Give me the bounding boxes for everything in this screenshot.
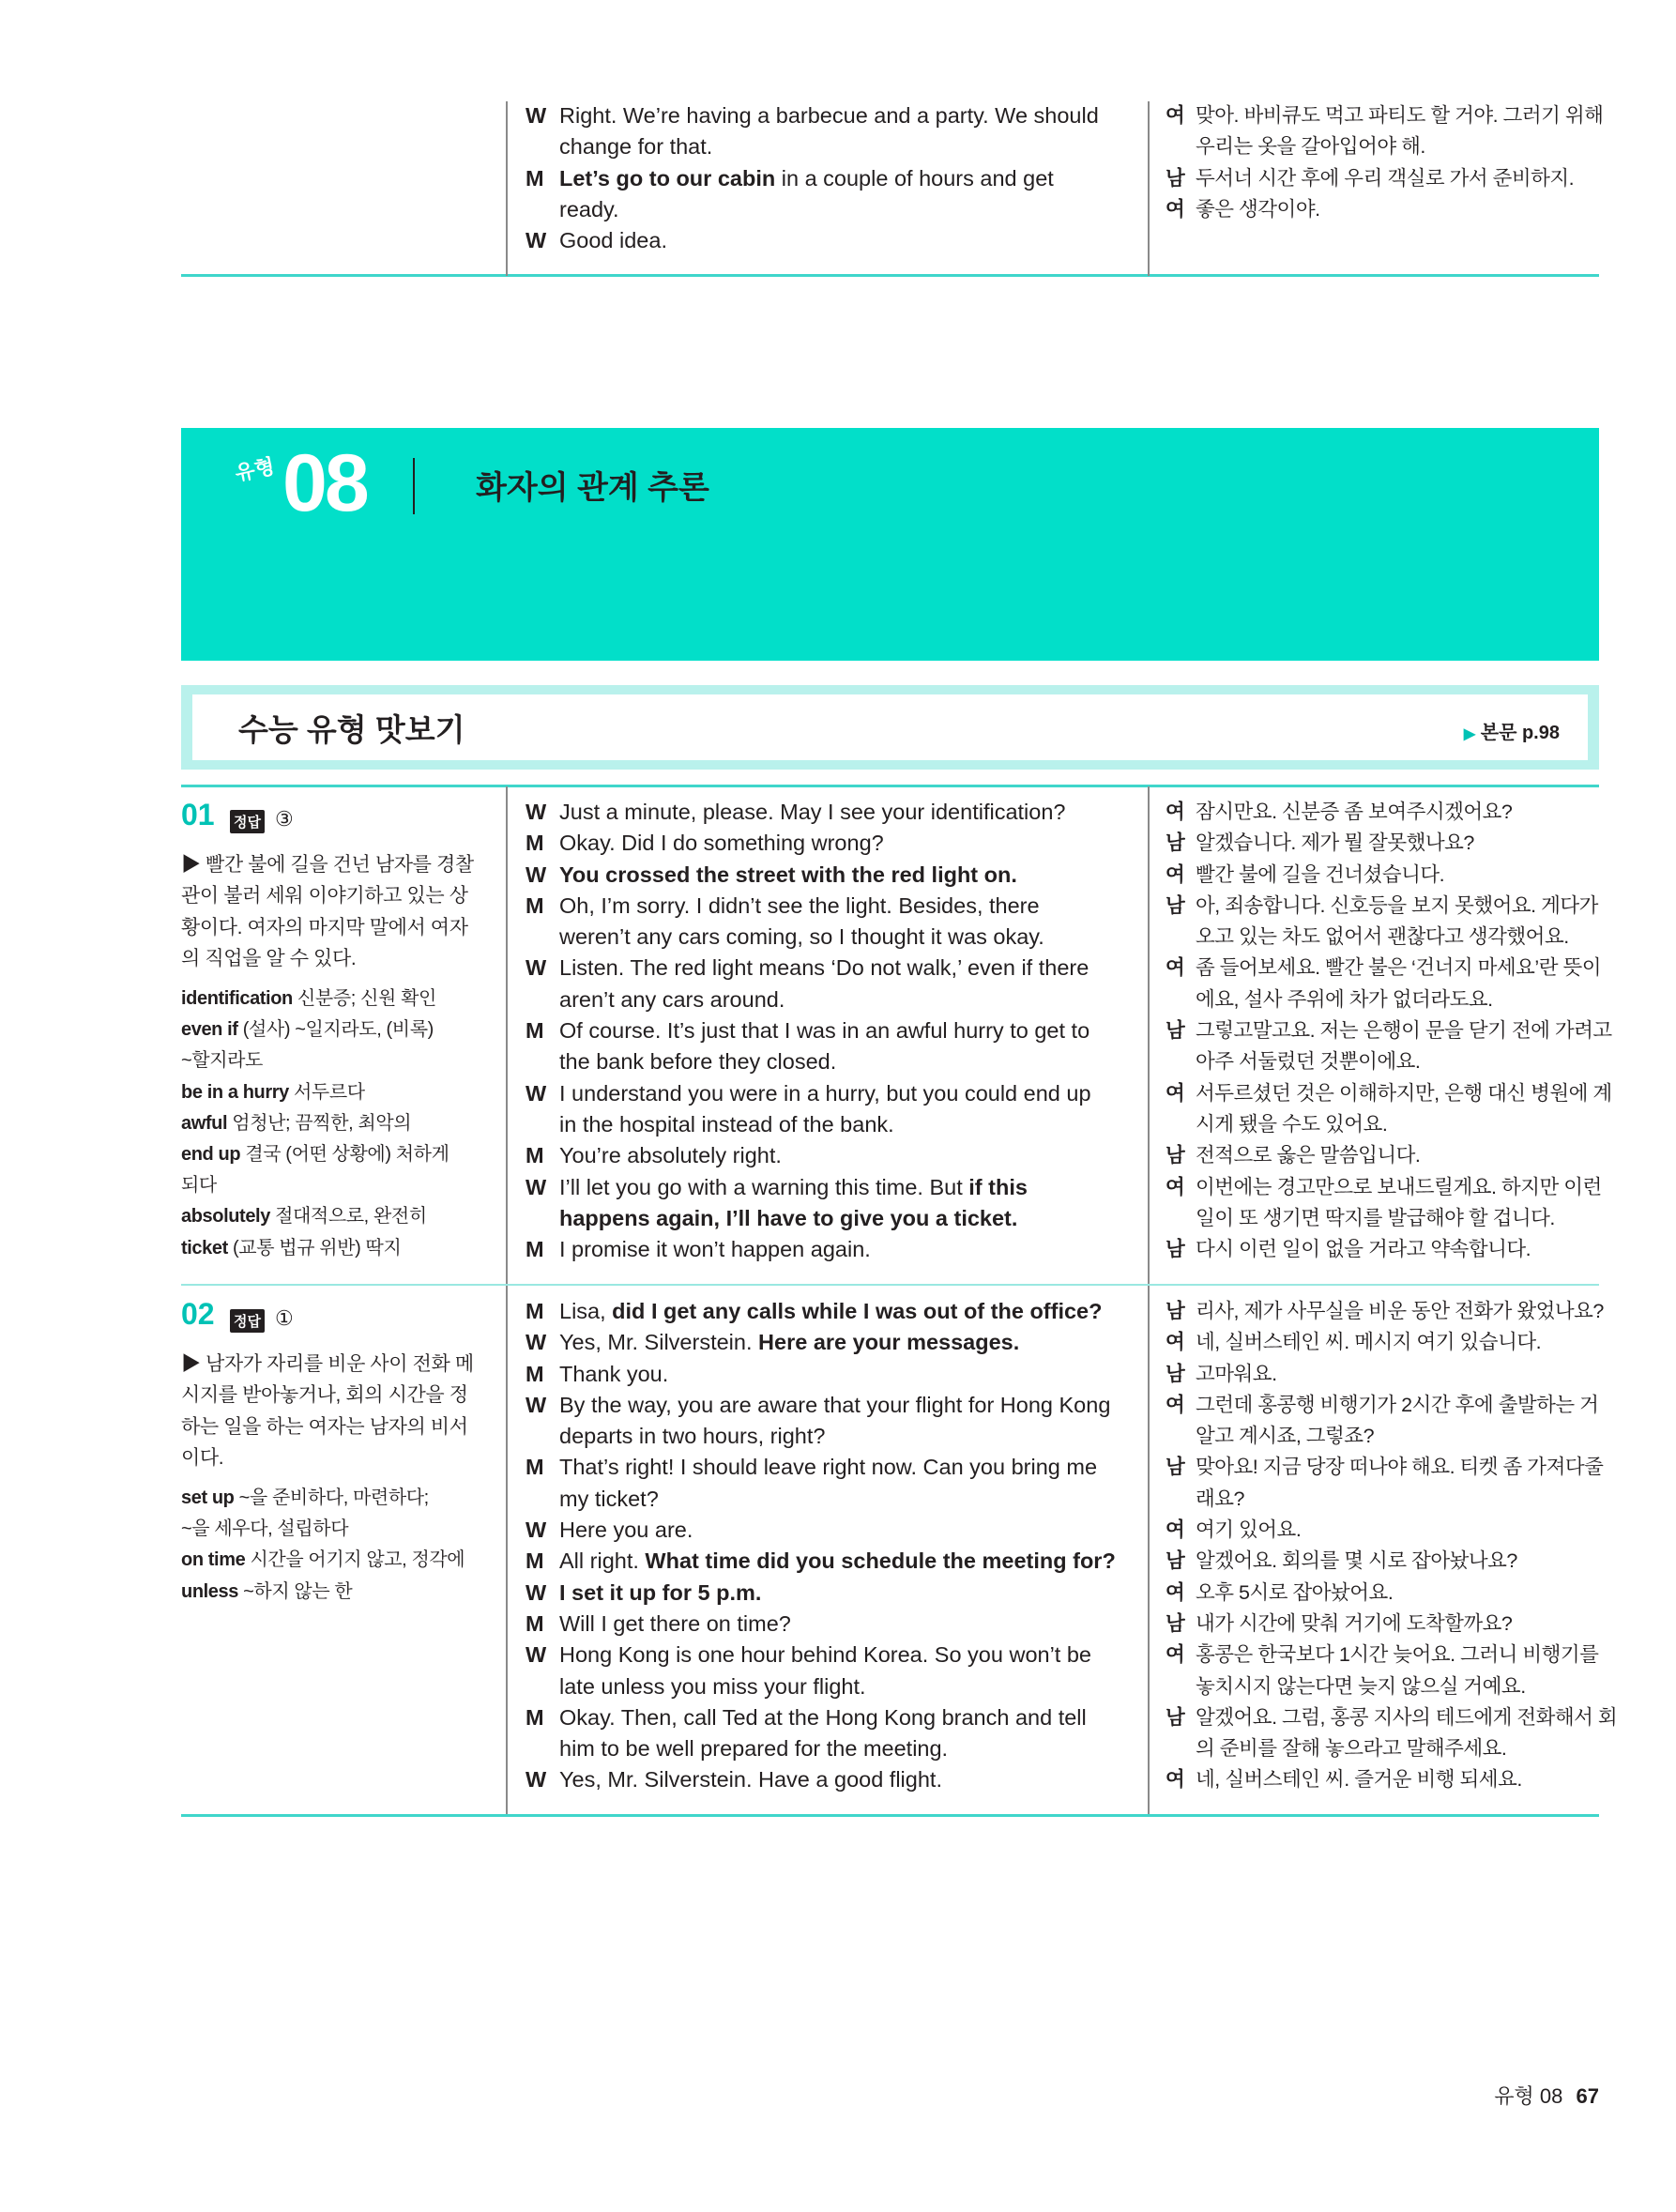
dialog-line [526,891,1091,922]
dialog-text: in a couple of hours and get [775,165,1054,191]
dialog-text: Will I get there on time? [559,1610,791,1636]
key-phrase: Let’s go to our cabin [559,165,776,191]
speaker-label: 여 [1166,104,1185,127]
translation-text: 전적으로 옳은 말씀입니다. [1196,1144,1421,1167]
dialog-text: Good idea. [559,228,667,253]
key-phrase: I set it up for 5 p.m. [559,1579,762,1605]
dialog-line [526,100,1099,131]
explanation-line: ▶ 남자가 자리를 비운 사이 전화 메 [181,1353,474,1375]
dialog-line [526,194,1099,225]
translation-text: 서두르셨던 것은 이해하지만, 은행 대신 병원에 계 [1196,1081,1612,1105]
vocab-meaning: 되다 [181,1175,217,1197]
dialog-line [1166,1733,1617,1764]
dialog-text: You’re absolutely right. [559,1143,782,1168]
translation-text: 의 준비를 잘해 놓으라고 말해주세요. [1196,1737,1507,1761]
dialog-line [1166,922,1612,953]
dialog-line [526,1172,1091,1203]
q01-explanation [181,849,491,975]
vocab-meaning: (교통 법규 위반) 딱지 [227,1237,402,1259]
vocab-meaning: ~을 준비하다, 마련하다; [234,1487,429,1508]
vocab-term: identification [181,988,293,1009]
speaker-label: 남 [1166,1705,1185,1729]
answer-badge: 정답 [230,810,265,833]
dialog-line [1166,194,1603,225]
translation-text: 래요? [1196,1487,1244,1510]
section-header-inner [192,694,1588,760]
dialog-line [1166,797,1612,828]
dialog-line [1166,1172,1612,1203]
dialog-line [1166,1484,1617,1515]
translation-text: 놓치시지 않는다면 늦지 않으실 거예요. [1196,1674,1526,1698]
section-title: 수능 유형 맛보기 [238,712,465,747]
dialog-line [1166,1359,1617,1390]
vocab-term: set up [181,1487,235,1508]
answer-value: ① [275,1306,294,1330]
dialog-line [526,1764,1116,1795]
dialog-line [526,1484,1116,1515]
dialog-line [526,1327,1116,1358]
dialog-text: change for that. [559,134,713,160]
speaker-label: M [526,831,544,856]
speaker-label: 남 [1166,1456,1185,1479]
question-number: 01 [181,798,215,831]
dialog-line [1166,1015,1612,1046]
vocab-line [181,1077,491,1108]
speaker-label: W [526,955,547,981]
dialog-line [526,1546,1116,1577]
dialog-text: Okay. Did I do something wrong? [559,831,884,856]
speaker-label: M [526,1143,544,1168]
dialog-text: That’s right! I should leave right now. Can you bring me [559,1455,1098,1480]
speaker-label: M [526,1455,544,1480]
dialog-line [1166,1640,1617,1670]
translation-text: 잠시만요. 신분증 좀 보여주시겠어요? [1196,801,1513,823]
explanation-line: 황이다. 여자의 마지막 말에서 여자 [181,916,468,938]
speaker-label: 여 [1166,1643,1185,1667]
dialog-line [1166,1203,1612,1234]
dialog-line [526,1203,1091,1234]
translation-text: 다시 이런 일이 없을 거라고 약속합니다. [1196,1238,1531,1261]
speaker-label: 여 [1166,1580,1185,1604]
dialog-line [526,797,1091,828]
speaker-label: 남 [1166,1144,1185,1167]
speaker-label: M [526,1237,544,1262]
speaker-label: 여 [1166,862,1185,886]
vocab-meaning: ~하지 않는 한 [237,1580,353,1602]
dialog-line [526,953,1091,984]
key-phrase: You crossed the street with the red light on. [559,862,1017,887]
speaker-label: M [526,1610,544,1636]
q02-vocabulary [181,1483,491,1608]
speaker-label: 여 [1166,1393,1185,1416]
section-ref-label: 본문 [1480,723,1517,743]
dialog-line [1166,828,1612,859]
banner-type-label: 유형 [233,453,277,486]
dialog-text: All right. [559,1548,646,1574]
vocab-line [181,1139,491,1170]
speaker-label: 남 [1166,1238,1185,1261]
dialog-line [526,984,1091,1015]
vocab-line [181,984,491,1014]
answer-value: ③ [275,807,294,831]
dialog-line [526,1452,1116,1483]
q01-dialog-english [526,797,1091,1265]
vocab-line [181,1014,491,1045]
dialog-text: By the way, you are aware that your flight for Hong Kong [559,1392,1111,1417]
explanation-line: 이다. [181,1447,224,1470]
explanation-line: ▶ 빨간 불에 길을 건넌 남자를 경찰 [181,854,474,876]
dialog-text: departs in two hours, right? [559,1424,826,1449]
speaker-label: W [526,1330,547,1355]
vocab-meaning: 엄청난; 끔찍한, 최악의 [227,1112,412,1134]
vocab-term: awful [181,1112,228,1134]
dialog-line [526,1702,1116,1733]
dialog-text: Here you are. [559,1518,693,1543]
translation-text: 알겠어요. 그럼, 홍콩 지사의 테드에게 전화해서 회 [1196,1705,1618,1729]
speaker-label: M [526,1361,544,1386]
dialog-line [526,1296,1116,1327]
speaker-label: W [526,1174,547,1199]
translation-text: 고마워요. [1196,1362,1277,1385]
dialog-line [526,163,1099,194]
speaker-label: W [526,800,547,824]
dialog-line [526,922,1091,953]
top-block-divider-right [1148,101,1150,276]
dialog-line [1166,1109,1612,1140]
q01-divider-right [1148,786,1150,1284]
vocab-meaning: 절대적으로, 완전히 [269,1206,427,1228]
translation-text: 맞아요! 지금 당장 떠나야 해요. 티켓 좀 가져다줄 [1196,1456,1604,1479]
translation-text: 알고 계시죠, 그렇죠? [1196,1425,1375,1448]
dialog-line [526,1140,1091,1171]
translation-text: 두서너 시간 후에 우리 객실로 가서 준비하지. [1196,166,1575,190]
banner-type-number: 08 [282,438,367,528]
dialog-text: Of course. It’s just that I was in an awful hurry to get to [559,1018,1090,1044]
vocab-meaning: 서두르다 [288,1081,365,1103]
speaker-label: W [526,103,547,128]
vocab-line [181,1108,491,1139]
translation-text: 오후 5시로 잡아놨어요. [1196,1580,1394,1604]
dialog-text: ready. [559,196,619,221]
q02-divider-left [506,1286,508,1814]
q02-dialog-korean [1166,1296,1617,1796]
q01-vocabulary [181,984,491,1264]
translation-text: 리사, 제가 사무실을 비운 동안 전화가 왔었나요? [1196,1300,1604,1322]
translation-text: 네, 실버스테인 씨. 즐거운 비행 되세요. [1196,1768,1522,1792]
dialog-line [526,225,1099,256]
speaker-label: M [526,1299,544,1323]
q02-top-rule [181,1284,1599,1286]
page-number: 67 [1576,2084,1599,2108]
speaker-label: 남 [1166,1611,1185,1635]
translation-text: 시게 됐을 수도 있어요. [1196,1112,1388,1136]
translation-text: 그런데 홍콩행 비행기가 2시간 후에 출발하는 거 [1196,1393,1599,1416]
speaker-label: 여 [1166,1175,1185,1198]
dialog-text: Yes, Mr. Silverstein. [559,1330,759,1355]
speaker-label: 여 [1166,1081,1185,1105]
speaker-label: 남 [1166,893,1185,917]
dialog-line [1166,1515,1617,1546]
speaker-label: 여 [1166,1768,1185,1792]
dialog-text: Oh, I’m sorry. I didn’t see the light. Besides, there [559,892,1040,918]
translation-text: 이번에는 경고만으로 보내드릴게요. 하지만 이런 [1196,1175,1602,1198]
vocab-line [181,1233,491,1264]
translation-text: 빨간 불에 길을 건너셨습니다. [1196,862,1445,886]
dialog-line [1166,891,1612,922]
dialog-text: my ticket? [559,1486,659,1511]
dialog-text: in the hospital instead of the bank. [559,1111,894,1137]
dialog-line [1166,1046,1612,1077]
dialog-text: Yes, Mr. Silverstein. Have a good flight. [559,1767,942,1792]
dialog-line [526,1640,1116,1670]
vocab-meaning: ~을 세우다, 설립하다 [181,1518,349,1540]
question-number: 02 [181,1297,215,1331]
translation-text: 아주 서둘렀던 것뿐이에요. [1196,1050,1421,1074]
speaker-label: 여 [1166,1331,1185,1354]
dialog-line [526,1234,1091,1265]
dialog-line [1166,163,1603,194]
explanation-line: 관이 불러 세워 이야기하고 있는 상 [181,885,468,908]
vocab-meaning: (설사) ~일지라도, (비록) [237,1019,434,1041]
dialog-line [1166,984,1612,1015]
translation-text: 좋은 생각이야. [1196,197,1320,221]
translation-text: 네, 실버스테인 씨. 메시지 여기 있습니다. [1196,1331,1542,1354]
speaker-label: W [526,1518,547,1543]
dialog-text: Hong Kong is one hour behind Korea. So you won’t be [559,1642,1092,1668]
dialog-line [1166,1702,1617,1733]
vocab-term: on time [181,1549,246,1571]
key-phrase: Here are your messages. [758,1330,1020,1355]
explanation-line: 시지를 받아놓거나, 회의 시간을 정 [181,1384,468,1407]
dialog-line [526,131,1099,162]
triangle-right-icon: ▶ [1463,726,1476,742]
vocab-line [181,1170,491,1201]
dialog-line [526,1390,1116,1421]
dialog-line [1166,1764,1617,1795]
dialog-text: Lisa, [559,1299,613,1323]
speaker-label: M [526,1704,544,1730]
dialog-line [1166,1327,1617,1358]
translation-text: 우리는 옷을 갈아입어야 해. [1196,135,1425,159]
q01-dialog-korean [1166,797,1612,1265]
speaker-label: 여 [1166,956,1185,980]
dialog-line [1166,1609,1617,1640]
speaker-label: 남 [1166,1549,1185,1573]
key-phrase: did I get any calls while I was out of the office? [612,1299,1103,1323]
dialog-line [526,1421,1116,1452]
type-banner [181,428,1599,661]
top-block-divider-left [506,101,508,276]
dialog-line [526,1671,1116,1702]
translation-text: 오고 있는 차도 없어서 괜찮다고 생각했어요. [1196,925,1569,949]
dialog-line [1166,1078,1612,1109]
translation-text: 일이 또 생기면 딱지를 발급해야 할 겁니다. [1196,1206,1555,1229]
translation-text: 그렇고말고요. 저는 은행이 문을 닫기 전에 가려고 [1196,1019,1612,1043]
dialog-line [1166,1546,1617,1577]
vocab-meaning: 신분증; 신원 확인 [292,988,436,1009]
speaker-label: W [526,1767,547,1792]
q02-dialog-english [526,1296,1116,1796]
vocab-meaning: ~할지라도 [181,1050,263,1072]
speaker-label: M [526,892,544,918]
dialog-line [1166,1671,1617,1702]
vocab-term: ticket [181,1237,228,1259]
translation-text: 알겠습니다. 제가 뭘 잘못했나요? [1196,831,1474,855]
dialog-line [526,860,1091,891]
key-phrase: if this [968,1174,1028,1199]
dialog-line [526,1046,1091,1077]
dialog-text: Okay. Then, call Ted at the Hong Kong branch and tell [559,1704,1087,1730]
vocab-line [181,1514,491,1545]
speaker-label: 남 [1166,1362,1185,1385]
speaker-label: 남 [1166,831,1185,855]
speaker-label: 여 [1166,197,1185,221]
speaker-label: 여 [1166,801,1185,823]
dialog-text: weren’t any cars coming, so I thought it was okay. [559,924,1044,950]
dialog-line [526,1109,1091,1140]
vocab-line [181,1545,491,1576]
translation-text: 홍콩은 한국보다 1시간 늦어요. 그러니 비행기를 [1196,1643,1599,1667]
dialog-text: Listen. The red light means ‘Do not walk,’ even if there [559,955,1089,981]
translation-text: 내가 시간에 맞춰 거기에 도착할까요? [1196,1611,1513,1635]
dialog-line [1166,1296,1617,1327]
dialog-line [1166,1234,1612,1265]
section-header [181,685,1599,770]
q02-explanation [181,1349,491,1474]
speaker-label: W [526,862,547,887]
vocab-term: even if [181,1019,238,1041]
top-block-rule [181,274,1599,277]
translation-text: 여기 있어요. [1196,1518,1302,1542]
translation-text: 좀 들어보세요. 빨간 불은 ‘건너지 마세요’란 뜻이 [1196,956,1601,980]
speaker-label: W [526,1392,547,1417]
vocab-meaning: 시간을 어기지 않고, 정각에 [245,1549,465,1571]
translation-text: 아, 죄송합니다. 신호등을 보지 못했어요. 게다가 [1196,893,1598,917]
vocab-term: end up [181,1144,241,1166]
vocab-line [181,1577,491,1608]
dialog-line [526,1359,1116,1390]
translation-text: 에요, 설사 주위에 차가 없더라도요. [1196,987,1493,1011]
dialog-line [1166,1578,1617,1609]
dialog-line [1166,131,1603,162]
q02-bottom-rule [181,1814,1599,1817]
dialog-line [526,1733,1116,1764]
explanation-line: 하는 일을 하는 여자는 남자의 비서 [181,1415,468,1438]
banner-divider [413,458,415,514]
q01-top-rule [181,785,1599,787]
answer-badge: 정답 [230,1309,265,1333]
speaker-label: W [526,1579,547,1605]
vocab-term: be in a hurry [181,1081,289,1103]
speaker-label: 남 [1166,1019,1185,1043]
q02-divider-right [1148,1286,1150,1814]
dialog-text: I understand you were in a hurry, but you could end up [559,1080,1091,1106]
page-footer [1494,2081,1599,2110]
speaker-label: W [526,228,547,253]
vocab-line [181,1201,491,1232]
vocab-line [181,1483,491,1514]
dialog-line [1166,1452,1617,1483]
dialog-line [1166,1140,1612,1171]
dialog-text: Right. We’re having a barbecue and a party. We should [559,103,1099,128]
dialog-line [1166,860,1612,891]
dialog-line [526,1578,1116,1609]
speaker-label: 남 [1166,166,1185,190]
speaker-label: M [526,165,544,191]
section-reference [1464,717,1560,744]
speaker-label: 남 [1166,1300,1185,1322]
dialog-line [1166,1390,1617,1421]
dialog-text: aren’t any cars around. [559,986,785,1012]
dialog-line [1166,1421,1617,1452]
speaker-label: M [526,1018,544,1044]
speaker-label: W [526,1080,547,1106]
vocab-line [181,1045,491,1076]
dialog-line [526,1078,1091,1109]
top-dialog-english [526,100,1099,256]
dialog-line [526,1015,1091,1046]
top-dialog-korean [1166,100,1603,225]
dialog-line [1166,100,1603,131]
dialog-line [526,1609,1116,1640]
dialog-line [1166,953,1612,984]
dialog-text: I promise it won’t happen again. [559,1237,871,1262]
dialog-text: Thank you. [559,1361,669,1386]
speaker-label: M [526,1548,544,1574]
vocab-term: unless [181,1580,238,1602]
key-phrase: happens again, I’ll have to give you a ticket. [559,1205,1018,1230]
dialog-text: I’ll let you go with a warning this time. But [559,1174,969,1199]
banner-title: 화자의 관계 추론 [476,470,709,506]
vocab-term: absolutely [181,1206,270,1228]
key-phrase: What time did you schedule the meeting for? [645,1548,1116,1574]
footer-section-label: 유형 08 [1494,2084,1563,2108]
speaker-label: W [526,1642,547,1668]
dialog-line [526,828,1091,859]
q01-divider-left [506,786,508,1284]
translation-text: 맞아. 바비큐도 먹고 파티도 할 거야. 그러기 위해 [1196,104,1604,127]
explanation-line: 의 직업을 알 수 있다. [181,948,357,970]
section-ref-page: p.98 [1521,723,1560,743]
dialog-text: him to be well prepared for the meeting. [559,1736,949,1762]
dialog-text: late unless you miss your flight. [559,1673,866,1699]
translation-text: 알겠어요. 회의를 몇 시로 잡아놨나요? [1196,1549,1517,1573]
vocab-meaning: 결국 (어떤 상황에) 처하게 [240,1144,449,1166]
dialog-line [526,1515,1116,1546]
speaker-label: 여 [1166,1518,1185,1542]
dialog-text: the bank before they closed. [559,1049,837,1075]
dialog-text: Just a minute, please. May I see your identification? [559,800,1066,824]
